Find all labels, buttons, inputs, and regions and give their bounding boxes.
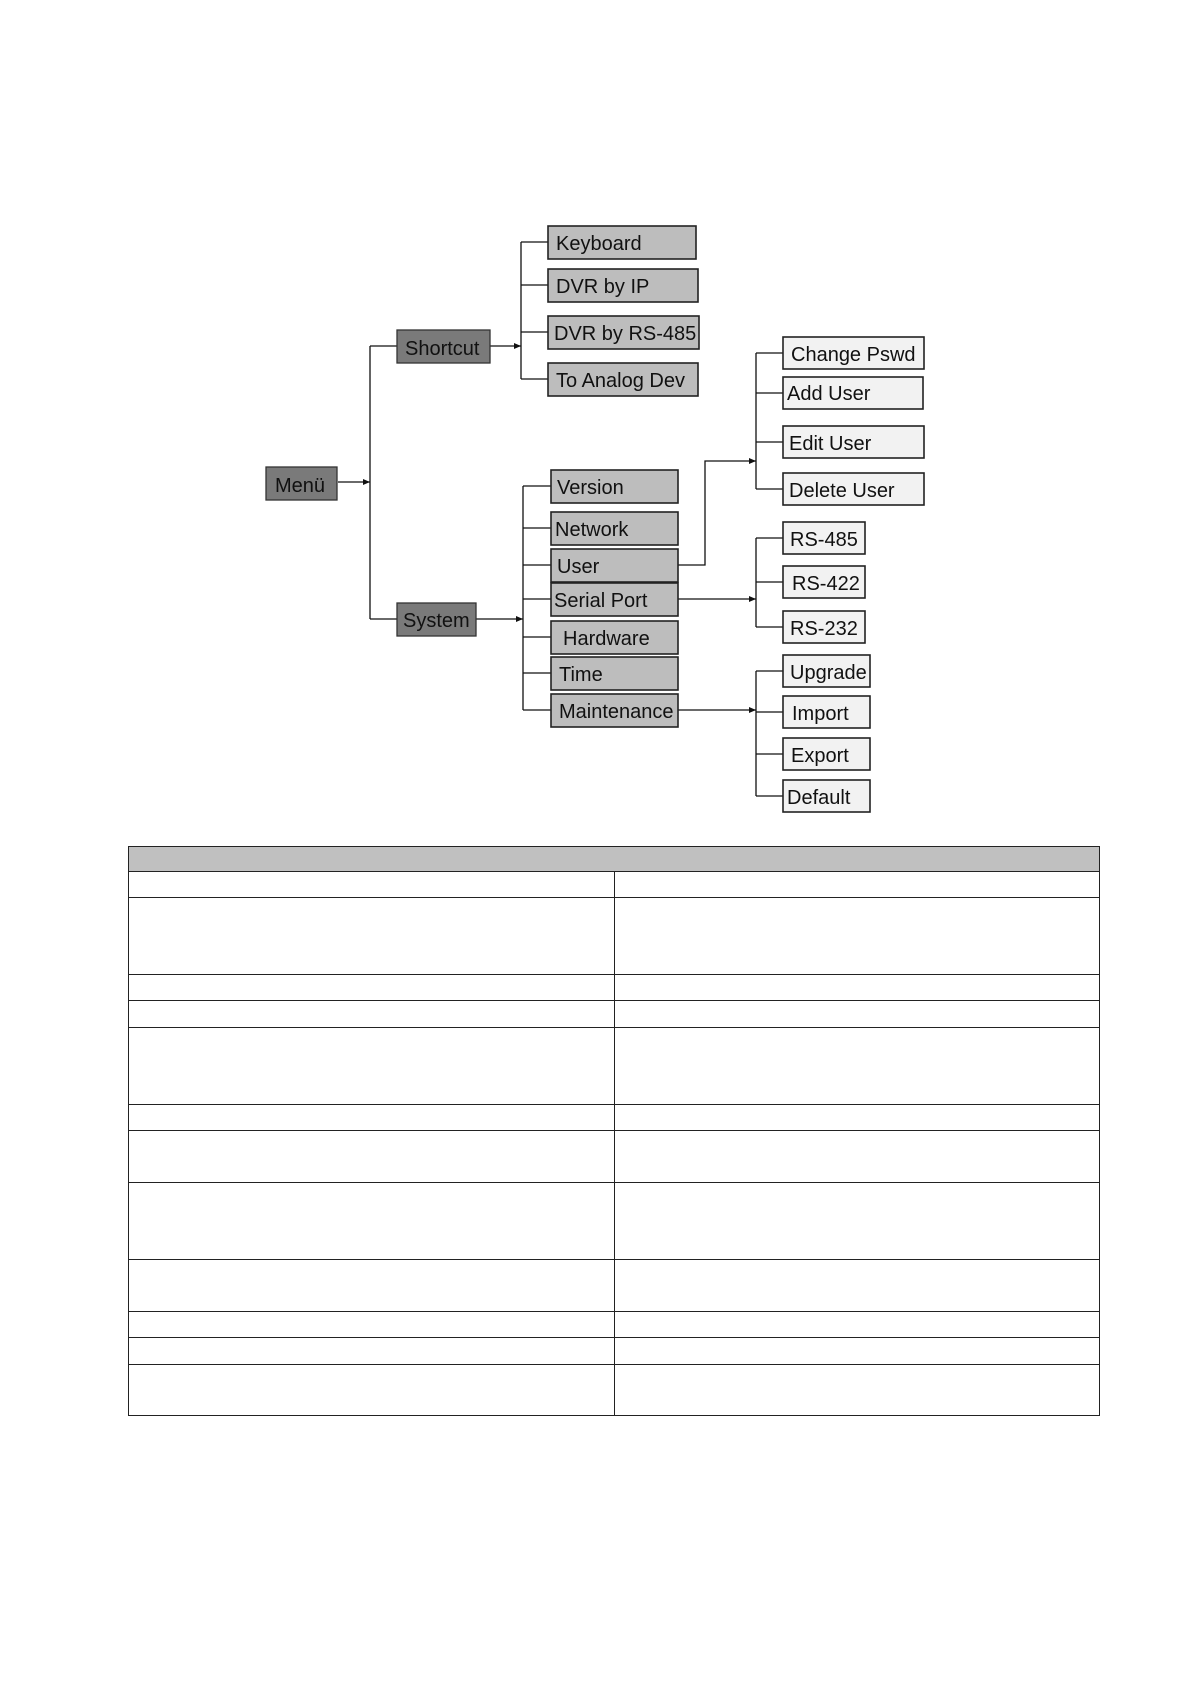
table-cell — [129, 1028, 615, 1105]
table-header-cell — [129, 847, 1100, 872]
table-cell — [614, 1183, 1100, 1260]
node-time — [551, 657, 678, 690]
node-system — [397, 603, 476, 636]
table-cell — [129, 872, 615, 898]
menu-tree-diagram — [0, 0, 1191, 840]
table-cell — [129, 975, 615, 1001]
table-row — [129, 898, 1100, 975]
table-cell — [614, 1028, 1100, 1105]
node-rs232 — [783, 611, 865, 643]
table-row — [129, 975, 1100, 1001]
node-rs485 — [783, 522, 865, 554]
node-keyboard-label: Keyboard — [556, 233, 642, 255]
table-header-row — [129, 847, 1100, 872]
node-rs232-label: RS-232 — [790, 618, 858, 640]
node-dvr-by-ip-label: DVR by IP — [556, 276, 650, 298]
node-edit-user-label: Edit User — [789, 433, 872, 455]
node-export — [783, 738, 870, 770]
node-add-user — [783, 377, 923, 409]
node-user-label: User — [557, 556, 600, 578]
table-cell — [129, 1105, 615, 1131]
node-maintenance — [551, 694, 678, 727]
node-time-label: Time — [559, 664, 603, 686]
node-version — [551, 470, 678, 503]
node-user — [551, 549, 678, 582]
node-export-label: Export — [791, 745, 849, 767]
table-row — [129, 1312, 1100, 1338]
table-cell — [614, 1131, 1100, 1183]
node-hardware-label: Hardware — [563, 628, 650, 650]
node-maintenance-label: Maintenance — [559, 701, 674, 723]
node-upgrade — [783, 655, 870, 687]
node-upgrade-label: Upgrade — [790, 662, 867, 684]
node-change-pswd — [783, 337, 924, 369]
table-cell — [614, 1105, 1100, 1131]
table-cell — [129, 1183, 615, 1260]
table-cell — [614, 1365, 1100, 1416]
node-add-user-label: Add User — [787, 383, 871, 405]
table-row — [129, 1028, 1100, 1105]
node-network-label: Network — [555, 519, 629, 541]
table-cell — [129, 1338, 615, 1365]
table-cell — [129, 1312, 615, 1338]
node-system-label: System — [403, 610, 470, 632]
menu-description-table — [128, 846, 1100, 1416]
table-cell — [129, 1001, 615, 1028]
node-shortcut — [397, 330, 490, 363]
node-version-label: Version — [557, 477, 624, 499]
node-menu — [266, 467, 337, 500]
node-serial-port-label: Serial Port — [554, 590, 648, 612]
table-cell — [614, 1312, 1100, 1338]
table-cell — [129, 1131, 615, 1183]
node-delete-user-label: Delete User — [789, 480, 895, 502]
node-to-analog-dev — [548, 363, 698, 396]
node-shortcut-label: Shortcut — [405, 338, 480, 360]
node-delete-user — [783, 473, 924, 505]
table-cell — [614, 1338, 1100, 1365]
table-row — [129, 872, 1100, 898]
table-cell — [614, 1001, 1100, 1028]
table-row — [129, 1338, 1100, 1365]
node-edit-user — [783, 426, 924, 458]
node-dvr-by-ip — [548, 269, 698, 302]
table-row — [129, 1131, 1100, 1183]
node-to-analog-dev-label: To Analog Dev — [556, 370, 685, 392]
node-default — [783, 780, 870, 812]
node-serial-port — [551, 583, 678, 616]
node-network — [551, 512, 678, 545]
node-dvr-by-rs485 — [548, 316, 699, 349]
node-dvr-by-rs485-label: DVR by RS-485 — [554, 323, 697, 345]
node-keyboard — [548, 226, 696, 259]
table-cell — [614, 898, 1100, 975]
table-row — [129, 1001, 1100, 1028]
table-row — [129, 1260, 1100, 1312]
table-cell — [614, 872, 1100, 898]
table-row — [129, 1105, 1100, 1131]
table-row — [129, 1365, 1100, 1416]
node-change-pswd-label: Change Pswd — [791, 344, 916, 366]
table-cell — [129, 1260, 615, 1312]
node-rs485-label: RS-485 — [790, 529, 858, 551]
table-row — [129, 1183, 1100, 1260]
table-cell — [614, 975, 1100, 1001]
node-rs422-label: RS-422 — [792, 573, 860, 595]
table-cell — [129, 1365, 615, 1416]
node-import-label: Import — [792, 703, 849, 725]
node-menu-label: Menü — [275, 475, 326, 497]
node-hardware — [551, 621, 678, 654]
table-cell — [129, 898, 615, 975]
node-import — [783, 696, 870, 728]
node-default-label: Default — [787, 787, 851, 809]
table-cell — [614, 1260, 1100, 1312]
node-rs422 — [783, 566, 865, 598]
